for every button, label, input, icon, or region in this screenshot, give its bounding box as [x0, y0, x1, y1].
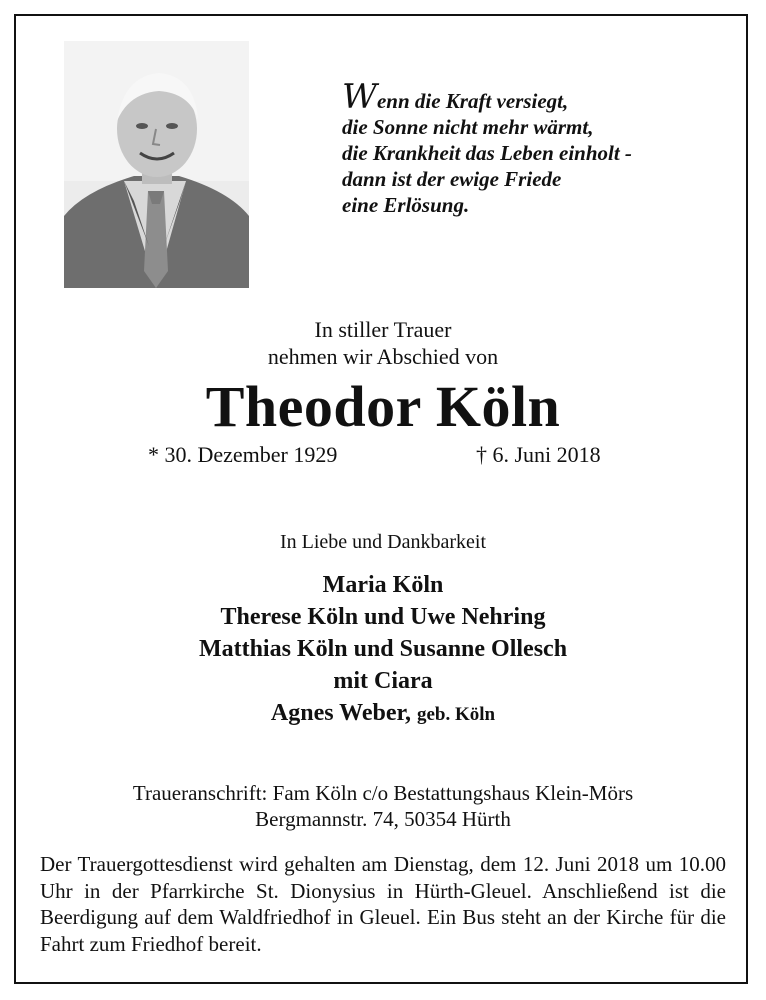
mourning-address: [0, 780, 766, 832]
poem: [342, 77, 682, 218]
service-info: Der Trauergottesdienst wird gehalten am Dienstag, dem 12. Juni 2018 um 10.00 Uhr in der Pfarrkirche St. Dionysius in Hürth-Gleuel. Anschließend ist die Beerdigung auf dem Waldfriedhof in Gleuel. Ein Bus steht an der Kirche für die Fahrt zum Friedhof bereit.: [40, 852, 726, 956]
address-line: Traueranschrift: Fam Köln c/o Bestattungshaus Klein-Mörs: [132, 781, 634, 805]
poem-line: die Sonne nicht mehr wärmt,: [342, 115, 594, 139]
family-member: Therese Köln und Uwe Nehring: [220, 604, 546, 630]
family-member: [0, 697, 766, 731]
birth-date: * 30. Dezember 1929: [148, 442, 338, 467]
intro-line: nehmen wir Abschied von: [267, 344, 499, 369]
family-member: Matthias Köln und Susanne Ollesch: [198, 636, 568, 662]
family-member: mit Ciara: [333, 668, 433, 694]
intro-line: In stiller Trauer: [314, 317, 452, 342]
family-member-maiden-name: geb. Köln: [416, 704, 496, 725]
poem-line: eine Erlösung.: [342, 193, 470, 217]
family-list: [0, 569, 766, 731]
poem-line: Wenn die Kraft versiegt,: [342, 77, 569, 117]
deceased-name: Theodor Köln: [205, 374, 561, 439]
thanks-line: In Liebe und Dankbarkeit: [279, 531, 487, 553]
intro-text: [0, 316, 766, 370]
family-member: Maria Köln: [322, 572, 444, 598]
address-line: Bergmannstr. 74, 50354 Hürth: [255, 807, 511, 831]
poem-line: die Krankheit das Leben einholt -: [342, 141, 632, 165]
family-member-name: Agnes Weber,: [270, 700, 411, 726]
poem-line: dann ist der ewige Friede: [342, 167, 562, 191]
portrait-photo: [64, 41, 249, 288]
death-date: † 6. Juni 2018: [476, 442, 601, 467]
